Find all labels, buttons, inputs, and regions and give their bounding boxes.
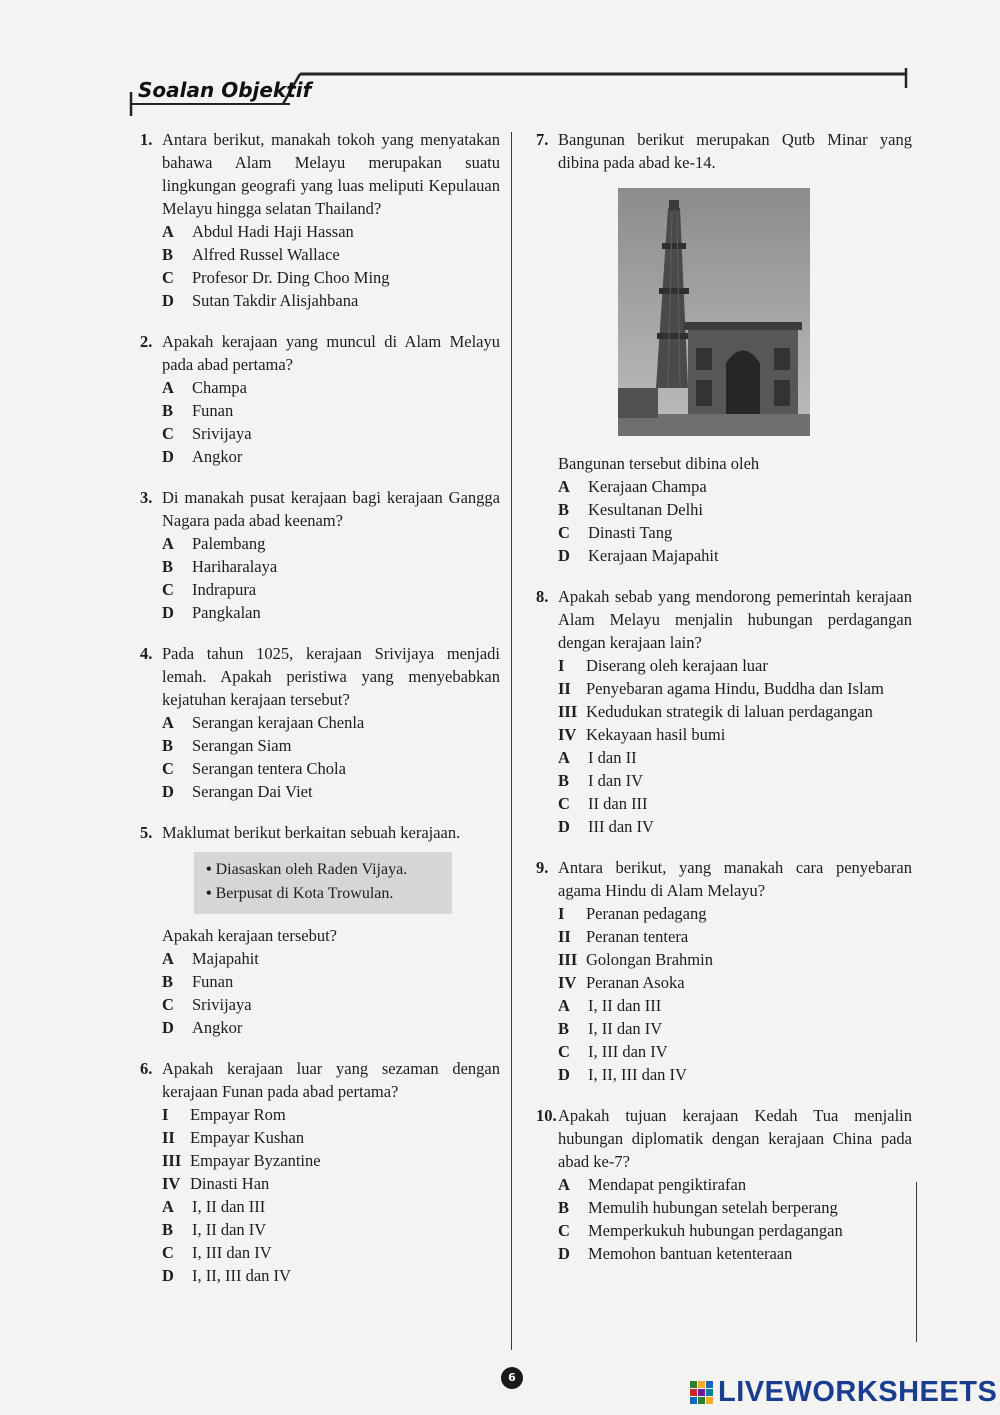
right-margin-rule [916,1182,917,1342]
statement-numeral: II [558,927,571,946]
option-text: Indrapura [192,580,257,599]
option-d[interactable] [558,815,912,838]
option-c[interactable] [558,1219,912,1242]
statement-text: Kedudukan strategik di laluan perdagangan [586,702,873,721]
question-number: 6. [140,1059,153,1078]
option-text: Kerajaan Majapahit [588,546,719,565]
statement-numeral: IV [558,973,577,992]
page-number: 6 [501,1367,523,1389]
statement-numeral: I [558,904,565,923]
statement-i [558,902,912,925]
question-text: Pada tahun 1025, kerajaan Srivijaya menjadi lemah. Apakah peristiwa yang menyebabkan kejatuhan kerajaan tersebut? [162,644,500,709]
option-letter: D [162,1018,174,1037]
option-text: Palembang [192,534,266,553]
option-letter: D [558,546,570,565]
option-c[interactable] [162,757,500,780]
question-prompt: Apakah kerajaan tersebut? [162,926,337,945]
option-b[interactable] [162,1218,500,1241]
question-text: Antara berikut, yang manakah cara penyebaran agama Hindu di Alam Melayu? [558,858,912,900]
option-b[interactable] [162,243,500,266]
statement-text: Empayar Byzantine [190,1151,321,1170]
question-number: 3. [140,488,153,507]
question-number: 8. [536,587,549,606]
option-text: Abdul Hadi Haji Hassan [192,222,354,241]
option-letter: C [162,424,174,443]
option-text: Profesor Dr. Ding Choo Ming [192,268,390,287]
option-a[interactable] [162,376,500,399]
option-text: Srivijaya [192,424,252,443]
option-a[interactable] [558,1173,912,1196]
option-letter: B [162,1220,174,1239]
option-a[interactable] [162,532,500,555]
option-letter: B [162,401,174,420]
option-c[interactable] [558,521,912,544]
statement-numeral: II [162,1128,175,1147]
option-letter: D [558,817,570,836]
question-6 [140,1057,500,1287]
statement-text: Peranan Asoka [586,973,685,992]
statement-text: Penyebaran agama Hindu, Buddha dan Islam [586,679,884,698]
option-b[interactable] [162,399,500,422]
statement-numeral: I [558,656,565,675]
left-column [140,128,500,1305]
option-d[interactable] [162,1264,500,1287]
question-prompt: Bangunan tersebut dibina oleh [558,454,760,473]
option-text: Memulih hubungan setelah berperang [588,1198,838,1217]
option-text: Serangan Siam [192,736,292,755]
option-letter: C [162,995,174,1014]
option-text: Angkor [192,1018,243,1037]
statement-numeral: IV [558,725,577,744]
option-c[interactable] [558,792,912,815]
option-letter: B [558,1198,570,1217]
option-letter: C [162,268,174,287]
question-text: Apakah sebab yang mendorong pemerintah kerajaan Alam Melayu menjalin hubungan perdagangan dengan kerajaan lain? [558,587,912,652]
question-number: 5. [140,823,153,842]
question-9 [536,856,912,1086]
option-b[interactable] [558,1196,912,1219]
option-c[interactable] [162,1241,500,1264]
option-b[interactable] [558,1017,912,1040]
qutb-minar-photo [618,188,810,436]
statement-numeral: III [558,950,578,969]
option-letter: A [558,1175,570,1194]
option-text: II dan III [588,794,648,813]
option-text: Funan [192,401,234,420]
option-letter: A [162,1197,174,1216]
option-text: Srivijaya [192,995,252,1014]
brand-text: LIVEWORKSHEETS [718,1376,998,1408]
option-letter: C [558,794,570,813]
option-a[interactable] [558,746,912,769]
question-8 [536,585,912,838]
option-a[interactable] [162,220,500,243]
option-text: Serangan kerajaan Chenla [192,713,365,732]
option-letter: A [162,378,174,397]
option-letter: A [162,713,174,732]
option-a[interactable] [558,994,912,1017]
option-letter: C [162,580,174,599]
option-text: Alfred Russel Wallace [192,245,340,264]
statement-text: Golongan Brahmin [586,950,713,969]
option-text: Memohon bantuan ketenteraan [588,1244,793,1263]
statement-text: Peranan pedagang [586,904,707,923]
option-d[interactable] [162,289,500,312]
option-b[interactable] [162,555,500,578]
statement-text: Kekayaan hasil bumi [586,725,726,744]
option-b[interactable] [558,498,912,521]
option-letter: A [162,949,174,968]
question-5 [140,821,500,1039]
option-text: Serangan tentera Chola [192,759,346,778]
option-letter: A [558,748,570,767]
info-item: • Diasaskan oleh Raden Vijaya. [206,858,442,882]
option-text: I, III dan IV [588,1042,668,1061]
question-text: Antara berikut, manakah tokoh yang menyatakan bahawa Alam Melayu merupakan suatu lingkungan geografi yang luas meliputi Kepulauan Melayu hingga selatan Thailand? [162,130,500,218]
option-text: III dan IV [588,817,654,836]
option-text: Kesultanan Delhi [588,500,704,519]
option-text: Funan [192,972,234,991]
option-letter: B [162,972,174,991]
info-item: • Berpusat di Kota Trowulan. [206,882,442,906]
liveworksheets-logo-icon [690,1381,714,1405]
option-text: I, II dan III [588,996,662,1015]
statement-ii [162,1126,500,1149]
option-text: I dan IV [588,771,643,790]
option-d[interactable] [558,544,912,567]
option-letter: A [558,996,570,1015]
statement-i [558,654,912,677]
option-d[interactable] [558,1063,912,1086]
question-number: 10. [536,1106,557,1125]
option-text: Angkor [192,447,243,466]
option-text: Champa [192,378,247,397]
option-letter: C [558,1221,570,1240]
option-b[interactable] [558,769,912,792]
question-text: Di manakah pusat kerajaan bagi kerajaan Gangga Nagara pada abad keenam? [162,488,500,530]
option-letter: D [558,1244,570,1263]
option-letter: B [558,771,570,790]
option-letter: C [558,1042,570,1061]
statement-iv [558,723,912,746]
statement-text: Dinasti Han [190,1174,270,1193]
option-text: I, II dan IV [588,1019,663,1038]
option-text: Dinasti Tang [588,523,673,542]
option-letter: D [162,447,174,466]
statement-iv [558,971,912,994]
option-d[interactable] [162,445,500,468]
option-c[interactable] [162,422,500,445]
option-c[interactable] [162,266,500,289]
option-text: I dan II [588,748,637,767]
statement-numeral: II [558,679,571,698]
option-text: I, II dan III [192,1197,266,1216]
header-rule [0,0,1000,120]
statement-numeral: I [162,1105,169,1124]
question-number: 2. [140,332,153,351]
statement-iii [558,948,912,971]
option-text: Kerajaan Champa [588,477,707,496]
option-c[interactable] [558,1040,912,1063]
statement-iv [162,1172,500,1195]
info-box [194,852,452,914]
option-letter: A [162,222,174,241]
statement-numeral: IV [162,1174,181,1193]
question-4 [140,642,500,803]
statement-ii [558,925,912,948]
statement-ii [558,677,912,700]
statement-numeral: III [162,1151,182,1170]
question-text: Apakah kerajaan luar yang sezaman dengan kerajaan Funan pada abad pertama? [162,1059,500,1101]
column-divider [511,132,512,1350]
page-title: Soalan Objektif [138,78,312,102]
option-text: Sutan Takdir Alisjahbana [192,291,359,310]
option-letter: B [558,500,570,519]
option-letter: D [162,782,174,801]
question-text: Apakah kerajaan yang muncul di Alam Melayu pada abad pertama? [162,332,500,374]
option-text: Majapahit [192,949,259,968]
option-a[interactable] [162,711,500,734]
option-letter: A [558,477,570,496]
option-letter: A [162,534,174,553]
option-letter: B [162,557,174,576]
option-a[interactable] [558,475,912,498]
option-letter: C [162,1243,174,1262]
question-text: Apakah tujuan kerajaan Kedah Tua menjalin hubungan diplomatik dengan kerajaan China pada abad ke-7? [558,1106,912,1171]
statement-numeral: III [558,702,578,721]
question-3 [140,486,500,624]
question-text: Maklumat berikut berkaitan sebuah kerajaan. [162,823,461,842]
question-number: 1. [140,130,153,149]
question-number: 4. [140,644,153,663]
option-d[interactable] [162,1016,500,1039]
right-column [536,128,912,1283]
statement-iii [558,700,912,723]
option-b[interactable] [162,734,500,757]
option-text: Serangan Dai Viet [192,782,313,801]
option-letter: B [162,245,174,264]
option-text: Hariharalaya [192,557,278,576]
question-2 [140,330,500,468]
option-c[interactable] [162,578,500,601]
option-b[interactable] [162,970,500,993]
liveworksheets-brand[interactable] [690,1376,997,1409]
option-letter: B [558,1019,570,1038]
question-number: 7. [536,130,549,149]
option-text: I, III dan IV [192,1243,272,1262]
option-text: Memperkukuh hubungan perdagangan [588,1221,843,1240]
option-d[interactable] [162,601,500,624]
option-letter: D [162,1266,174,1285]
option-letter: D [558,1065,570,1084]
question-text: Bangunan berikut merupakan Qutb Minar yang dibina pada abad ke-14. [558,130,912,172]
question-number: 9. [536,858,549,877]
option-letter: D [162,291,174,310]
statement-i [162,1103,500,1126]
option-text: I, II, III dan IV [588,1065,687,1084]
option-text: I, II dan IV [192,1220,267,1239]
option-letter: B [162,736,174,755]
statement-text: Peranan tentera [586,927,689,946]
option-a[interactable] [162,947,500,970]
option-text: Pangkalan [192,603,261,622]
option-d[interactable] [162,780,500,803]
statement-text: Empayar Rom [190,1105,286,1124]
option-text: Mendapat pengiktirafan [588,1175,747,1194]
option-letter: C [558,523,570,542]
option-a[interactable] [162,1195,500,1218]
statement-iii [162,1149,500,1172]
option-letter: D [162,603,174,622]
question-7 [536,128,912,567]
option-c[interactable] [162,993,500,1016]
option-letter: C [162,759,174,778]
option-text: I, II, III dan IV [192,1266,291,1285]
statement-text: Diserang oleh kerajaan luar [586,656,768,675]
question-10 [536,1104,912,1265]
question-1 [140,128,500,312]
option-d[interactable] [558,1242,912,1265]
statement-text: Empayar Kushan [190,1128,305,1147]
